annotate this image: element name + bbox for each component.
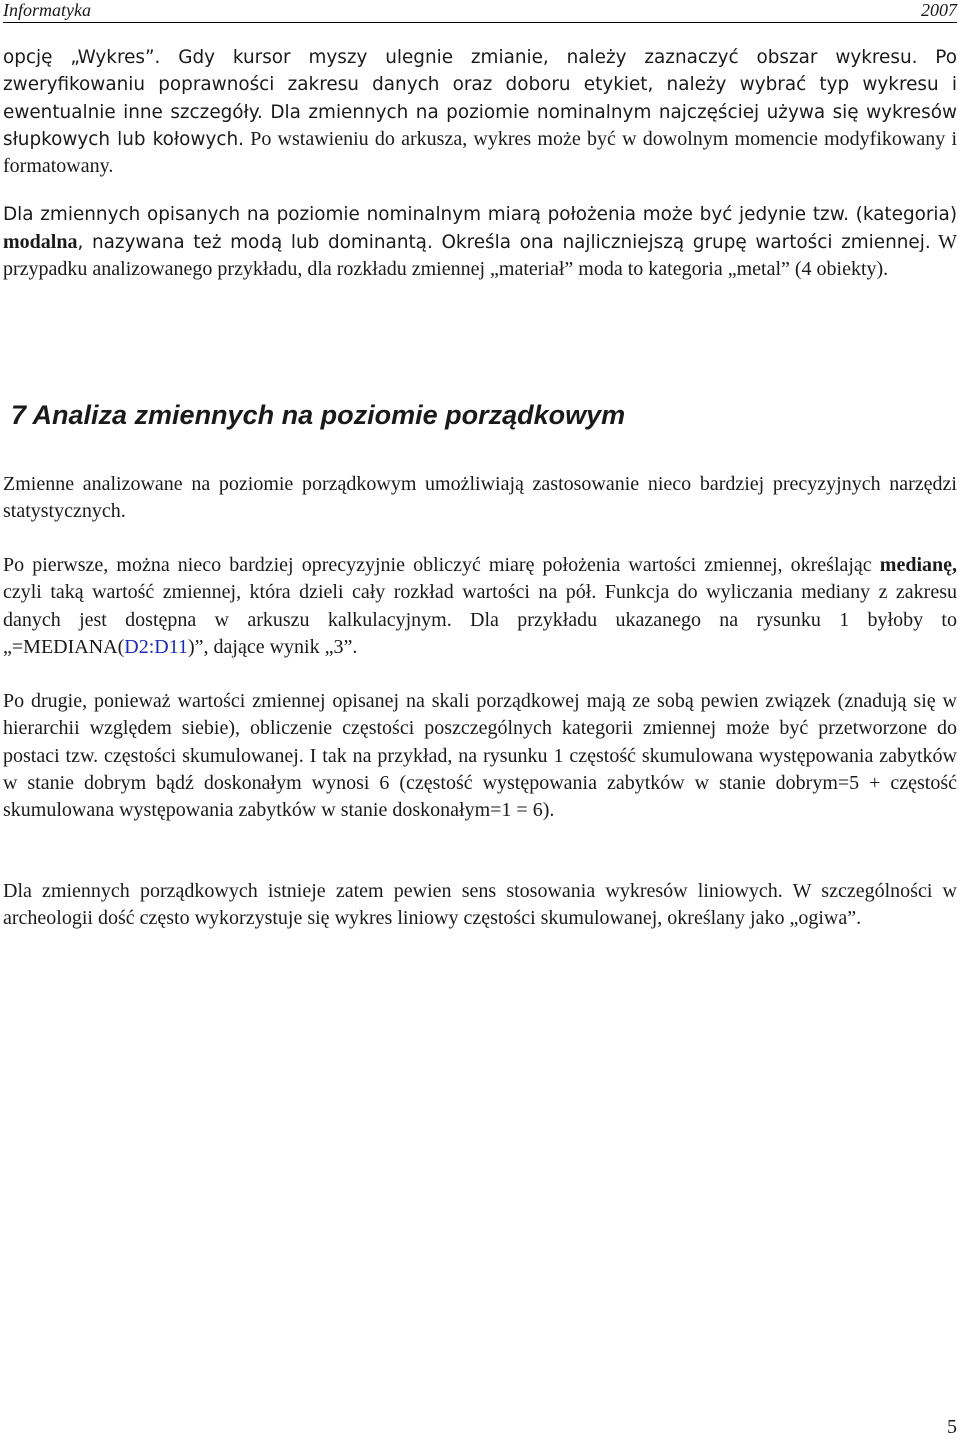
median-part-c: )”, dające wynik „3”. <box>187 635 358 658</box>
median-part-b: czyli taką wartość zmiennej, która dzieli cały rozkład wartości na pół. Funkcja do wyliczania mediany z zakresu danych jest dostępna w arkuszu kalkulacyjnym. Dla przykładu ukazanego na rysunku 1 byłoby to „=MEDIANA( <box>3 581 957 658</box>
page-number: 5 <box>947 1416 957 1438</box>
running-header <box>3 0 957 23</box>
median-part-a: Po pierwsze, można nieco bardziej oprecyzyjnie obliczyć miarę położenia wartości zmiennej, określając <box>3 554 880 576</box>
header-year: 2007 <box>921 0 957 20</box>
paragraph-modal-part-b: , nazywana też modą lub dominantą. Określa ona najliczniejszą grupę wartości zmiennej. <box>77 231 931 253</box>
header-title: Informatyka <box>3 0 91 20</box>
section-paragraph-2-text <box>3 552 957 661</box>
cell-ref-end: D11 <box>154 635 188 658</box>
paragraph-chart-options-sans: opcję „Wykres”. Gdy kursor myszy ulegnie zmianie, należy zaznaczyć obszar wykresu. Po zweryfikowaniu poprawności zakresu danych oraz doboru etykiet, należy wybrać typ wykresu i ewentualnie inne szczegóły. Dla zmiennych na poziomie nominalnym najczęściej używa się wykresów słupkowych lub kołowych. <box>3 47 957 150</box>
section-heading: 7 Analiza zmiennych na poziomie porządkowym <box>11 400 626 430</box>
section-paragraph-4-text: Dla zmiennych porządkowych istnieje zatem pewien sens stosowania wykresów liniowych. W szczególności w archeologii dość często wykorzystuje się wykres liniowy częstości skumulowanej, określany jako „ogiwa”. <box>3 880 957 930</box>
section-paragraph-3 <box>3 688 957 824</box>
section-paragraph-3-text: Po drugie, ponieważ wartości zmiennej opisanej na skali porządkowej mają ze sobą pewien związek (znadują się w hierarchii względem siebie), obliczenie częstości poszczególnych kategorii zmiennej może być przetworzone do postaci tzw. częstości skumulowanej. I tak na przykład, na rysunku 1 częstość skumulowana występowania zabytków w stanie dobrym bądź doskonałym wynosi 6 (częstość występowania zabytków w stanie dobrym=5 + częstość skumulowana występowania zabytków w stanie doskonałym=1 = 6). <box>3 690 957 822</box>
section-paragraph-1-text: Zmienne analizowane na poziomie porządkowym umożliwiają zastosowanie nieco bardziej precyzyjnych narzędzi statystycznych. <box>3 473 957 523</box>
cell-ref-start: D2 <box>124 635 149 658</box>
paragraph-chart-options-serif: Po wstawieniu do arkusza, wykres może być w dowolnym momencie modyfikowany i formatowany. <box>3 127 957 178</box>
section-paragraph-2 <box>3 552 957 661</box>
section-paragraph-4 <box>3 878 957 933</box>
paragraph-chart-options <box>3 44 957 180</box>
term-mediana: medianę, <box>879 554 957 576</box>
paragraph-modal-part-a: Dla zmiennych opisanych na poziomie nominalnym miarą położenia może być jedynie tzw. (kategoria) <box>3 204 957 226</box>
paragraph-modal <box>3 201 957 283</box>
section-paragraph-1 <box>3 471 957 526</box>
intro-text <box>3 44 957 283</box>
paragraph-modal-part-c: W przypadku analizowanego przykładu, dla rozkładu zmiennej „materiał” moda to kategoria „metal” (4 obiekty). <box>3 230 957 281</box>
term-modalna: modalna <box>3 230 78 253</box>
cell-ref-colon: : <box>148 635 155 658</box>
